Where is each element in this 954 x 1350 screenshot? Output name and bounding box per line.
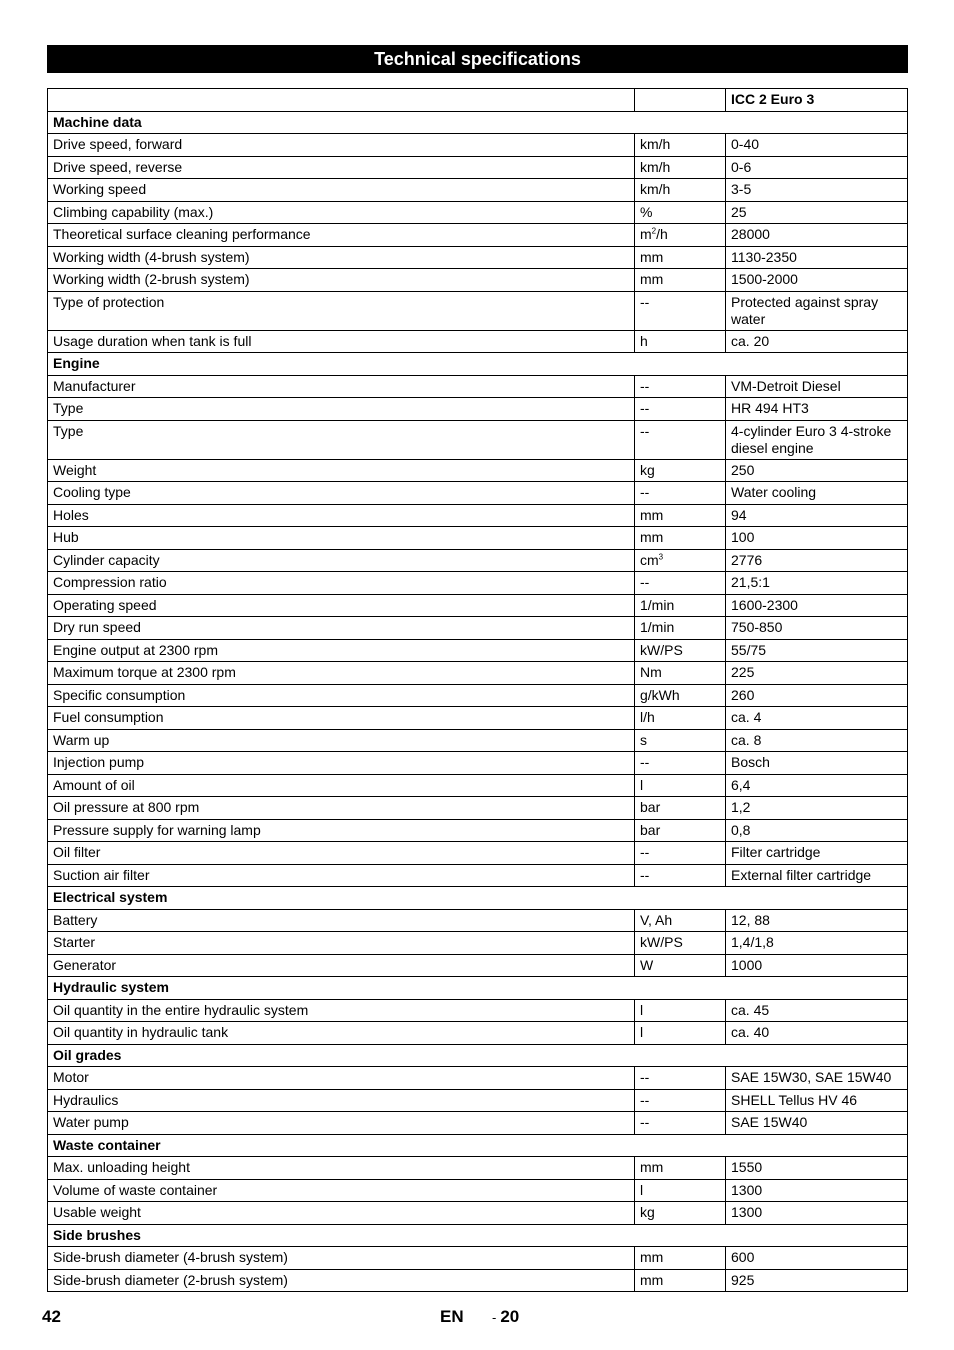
spec-label: Injection pump <box>48 752 635 775</box>
table-row <box>48 954 908 977</box>
section-header-row <box>48 111 908 134</box>
spec-unit: W <box>635 954 726 977</box>
spec-value: 1600-2300 <box>726 594 908 617</box>
table-row <box>48 909 908 932</box>
spec-label: Usage duration when tank is full <box>48 330 635 353</box>
spec-value: ca. 45 <box>726 999 908 1022</box>
spec-unit: mm <box>635 1247 726 1270</box>
spec-unit: mm <box>635 527 726 550</box>
table-row <box>48 1157 908 1180</box>
spec-unit: 1/min <box>635 594 726 617</box>
spec-value: ca. 4 <box>726 707 908 730</box>
spec-label: Fuel consumption <box>48 707 635 730</box>
spec-value: 28000 <box>726 224 908 247</box>
unit-exponent: 3 <box>658 551 664 561</box>
spec-label: Dry run speed <box>48 617 635 640</box>
table-row <box>48 842 908 865</box>
spec-value: 12, 88 <box>726 909 908 932</box>
table-row <box>48 549 908 572</box>
spec-value: Protected against spray water <box>726 291 908 330</box>
spec-label: Starter <box>48 932 635 955</box>
spec-label: Suction air filter <box>48 864 635 887</box>
spec-unit: kg <box>635 1202 726 1225</box>
table-row <box>48 269 908 292</box>
table-row <box>48 398 908 421</box>
table-row <box>48 1202 908 1225</box>
spec-value: 1300 <box>726 1179 908 1202</box>
section-header-row <box>48 353 908 376</box>
page-number: 42 <box>42 1307 61 1326</box>
sub-page-value: 20 <box>500 1307 520 1326</box>
spec-unit: l/h <box>635 707 726 730</box>
table-row <box>48 1022 908 1045</box>
spec-label: Side-brush diameter (4-brush system) <box>48 1247 635 1270</box>
spec-unit: -- <box>635 291 726 330</box>
spec-value: 55/75 <box>726 639 908 662</box>
spec-table-body <box>48 89 908 1292</box>
table-row <box>48 527 908 550</box>
spec-value: 6,4 <box>726 774 908 797</box>
spec-label: Working speed <box>48 179 635 202</box>
section-title: Hydraulic system <box>48 977 908 1000</box>
spec-unit: km/h <box>635 179 726 202</box>
table-row <box>48 752 908 775</box>
spec-value: 25 <box>726 201 908 224</box>
spec-value: 100 <box>726 527 908 550</box>
table-row <box>48 291 908 330</box>
spec-label: Type <box>48 398 635 421</box>
spec-label: Engine output at 2300 rpm <box>48 639 635 662</box>
header-label-cell <box>48 89 635 112</box>
spec-label: Hub <box>48 527 635 550</box>
spec-label: Amount of oil <box>48 774 635 797</box>
table-row <box>48 819 908 842</box>
spec-label: Volume of waste container <box>48 1179 635 1202</box>
spec-unit: mm <box>635 246 726 269</box>
spec-value: 925 <box>726 1269 908 1292</box>
table-row <box>48 156 908 179</box>
spec-value: 21,5:1 <box>726 572 908 595</box>
table-row <box>48 932 908 955</box>
table-row <box>48 504 908 527</box>
table-row <box>48 134 908 157</box>
header-unit-cell <box>635 89 726 112</box>
spec-unit: -- <box>635 398 726 421</box>
spec-unit: mm <box>635 1157 726 1180</box>
spec-unit: 1/min <box>635 617 726 640</box>
unit-suffix: /h <box>656 226 668 242</box>
section-title: Engine <box>48 353 908 376</box>
spec-value: HR 494 HT3 <box>726 398 908 421</box>
table-row <box>48 617 908 640</box>
spec-unit: V, Ah <box>635 909 726 932</box>
spec-unit: % <box>635 201 726 224</box>
spec-unit: mm <box>635 504 726 527</box>
spec-value: 4-cylinder Euro 3 4-stroke diesel engine <box>726 420 908 459</box>
spec-value: 94 <box>726 504 908 527</box>
table-row <box>48 1112 908 1135</box>
spec-label: Hydraulics <box>48 1089 635 1112</box>
spec-value: 750-850 <box>726 617 908 640</box>
spec-value: 250 <box>726 459 908 482</box>
sub-page-dash: - <box>492 1310 497 1325</box>
table-row <box>48 797 908 820</box>
spec-label: Theoretical surface cleaning performance <box>48 224 635 247</box>
spec-table <box>47 88 908 1292</box>
spec-value: 3-5 <box>726 179 908 202</box>
spec-value: Filter cartridge <box>726 842 908 865</box>
spec-label: Drive speed, reverse <box>48 156 635 179</box>
spec-value: Water cooling <box>726 482 908 505</box>
spec-label: Type of protection <box>48 291 635 330</box>
spec-value: ca. 20 <box>726 330 908 353</box>
section-title: Side brushes <box>48 1224 908 1247</box>
spec-label: Drive speed, forward <box>48 134 635 157</box>
spec-value: SHELL Tellus HV 46 <box>726 1089 908 1112</box>
section-header-row <box>48 1224 908 1247</box>
spec-label: Max. unloading height <box>48 1157 635 1180</box>
table-row <box>48 420 908 459</box>
spec-unit: mm <box>635 269 726 292</box>
spec-unit: -- <box>635 572 726 595</box>
spec-value: Bosch <box>726 752 908 775</box>
model-header: ICC 2 Euro 3 <box>726 89 908 112</box>
spec-label: Weight <box>48 459 635 482</box>
table-row <box>48 1067 908 1090</box>
table-header-row <box>48 89 908 112</box>
spec-label: Usable weight <box>48 1202 635 1225</box>
spec-unit: kW/PS <box>635 639 726 662</box>
spec-label: Water pump <box>48 1112 635 1135</box>
spec-unit: -- <box>635 752 726 775</box>
spec-unit: -- <box>635 864 726 887</box>
spec-value: 1130-2350 <box>726 246 908 269</box>
spec-label: Pressure supply for warning lamp <box>48 819 635 842</box>
spec-unit <box>635 549 726 572</box>
spec-value: 1550 <box>726 1157 908 1180</box>
unit-exponent: 2 <box>651 226 657 236</box>
section-header-row <box>48 977 908 1000</box>
spec-label: Climbing capability (max.) <box>48 201 635 224</box>
spec-unit: km/h <box>635 156 726 179</box>
spec-value: 0-6 <box>726 156 908 179</box>
spec-value: SAE 15W30, SAE 15W40 <box>726 1067 908 1090</box>
spec-value: ca. 8 <box>726 729 908 752</box>
spec-value: 1300 <box>726 1202 908 1225</box>
table-row <box>48 224 908 247</box>
table-row <box>48 246 908 269</box>
table-row <box>48 179 908 202</box>
language-code: EN <box>440 1307 464 1326</box>
spec-unit: Nm <box>635 662 726 685</box>
spec-value: 1,2 <box>726 797 908 820</box>
spec-label: Cylinder capacity <box>48 549 635 572</box>
spec-unit: bar <box>635 819 726 842</box>
spec-value: 2776 <box>726 549 908 572</box>
spec-unit: km/h <box>635 134 726 157</box>
spec-unit: l <box>635 774 726 797</box>
spec-label: Oil pressure at 800 rpm <box>48 797 635 820</box>
unit-base: cm <box>640 551 659 568</box>
spec-unit: -- <box>635 1112 726 1135</box>
table-row <box>48 330 908 353</box>
sub-page-number <box>492 1307 519 1327</box>
spec-unit: -- <box>635 1089 726 1112</box>
spec-unit: kg <box>635 459 726 482</box>
section-title: Oil grades <box>48 1044 908 1067</box>
table-row <box>48 707 908 730</box>
spec-unit: -- <box>635 1067 726 1090</box>
spec-label: Specific consumption <box>48 684 635 707</box>
table-row <box>48 662 908 685</box>
table-row <box>48 684 908 707</box>
spec-label: Oil quantity in the entire hydraulic system <box>48 999 635 1022</box>
spec-label: Compression ratio <box>48 572 635 595</box>
spec-label: Type <box>48 420 635 459</box>
spec-value: 0,8 <box>726 819 908 842</box>
spec-unit: l <box>635 999 726 1022</box>
table-row <box>48 1247 908 1270</box>
spec-label: Warm up <box>48 729 635 752</box>
spec-unit: l <box>635 1022 726 1045</box>
section-title: Electrical system <box>48 887 908 910</box>
section-header-row <box>48 1044 908 1067</box>
table-row <box>48 1179 908 1202</box>
spec-value: 1500-2000 <box>726 269 908 292</box>
table-row <box>48 639 908 662</box>
unit-base: m <box>640 226 652 242</box>
table-row <box>48 1089 908 1112</box>
spec-unit: bar <box>635 797 726 820</box>
spec-label: Operating speed <box>48 594 635 617</box>
spec-unit: mm <box>635 1269 726 1292</box>
spec-value: SAE 15W40 <box>726 1112 908 1135</box>
table-row <box>48 774 908 797</box>
table-row <box>48 459 908 482</box>
spec-unit: g/kWh <box>635 684 726 707</box>
spec-unit: -- <box>635 375 726 398</box>
section-title: Machine data <box>48 111 908 134</box>
spec-unit: s <box>635 729 726 752</box>
spec-value: 0-40 <box>726 134 908 157</box>
spec-value: 225 <box>726 662 908 685</box>
spec-unit: h <box>635 330 726 353</box>
table-row <box>48 375 908 398</box>
spec-label: Oil filter <box>48 842 635 865</box>
spec-label: Cooling type <box>48 482 635 505</box>
spec-value: 600 <box>726 1247 908 1270</box>
table-row <box>48 729 908 752</box>
spec-unit: kW/PS <box>635 932 726 955</box>
spec-unit <box>635 224 726 247</box>
table-row <box>48 999 908 1022</box>
table-row <box>48 1269 908 1292</box>
spec-value: 260 <box>726 684 908 707</box>
page-title: Technical specifications <box>47 45 908 73</box>
spec-label: Working width (4-brush system) <box>48 246 635 269</box>
section-title: Waste container <box>48 1134 908 1157</box>
table-row <box>48 572 908 595</box>
section-header-row <box>48 1134 908 1157</box>
table-row <box>48 482 908 505</box>
spec-unit: -- <box>635 842 726 865</box>
table-row <box>48 864 908 887</box>
spec-value: VM-Detroit Diesel <box>726 375 908 398</box>
table-row <box>48 201 908 224</box>
table-row <box>48 594 908 617</box>
spec-unit: -- <box>635 420 726 459</box>
spec-unit: -- <box>635 482 726 505</box>
spec-label: Generator <box>48 954 635 977</box>
spec-label: Holes <box>48 504 635 527</box>
spec-value: External filter cartridge <box>726 864 908 887</box>
spec-label: Maximum torque at 2300 rpm <box>48 662 635 685</box>
spec-value: 1000 <box>726 954 908 977</box>
spec-label: Battery <box>48 909 635 932</box>
spec-label: Working width (2-brush system) <box>48 269 635 292</box>
spec-label: Side-brush diameter (2-brush system) <box>48 1269 635 1292</box>
section-header-row <box>48 887 908 910</box>
spec-label: Motor <box>48 1067 635 1090</box>
spec-label: Manufacturer <box>48 375 635 398</box>
spec-value: 1,4/1,8 <box>726 932 908 955</box>
spec-unit: l <box>635 1179 726 1202</box>
spec-value: ca. 40 <box>726 1022 908 1045</box>
spec-label: Oil quantity in hydraulic tank <box>48 1022 635 1045</box>
